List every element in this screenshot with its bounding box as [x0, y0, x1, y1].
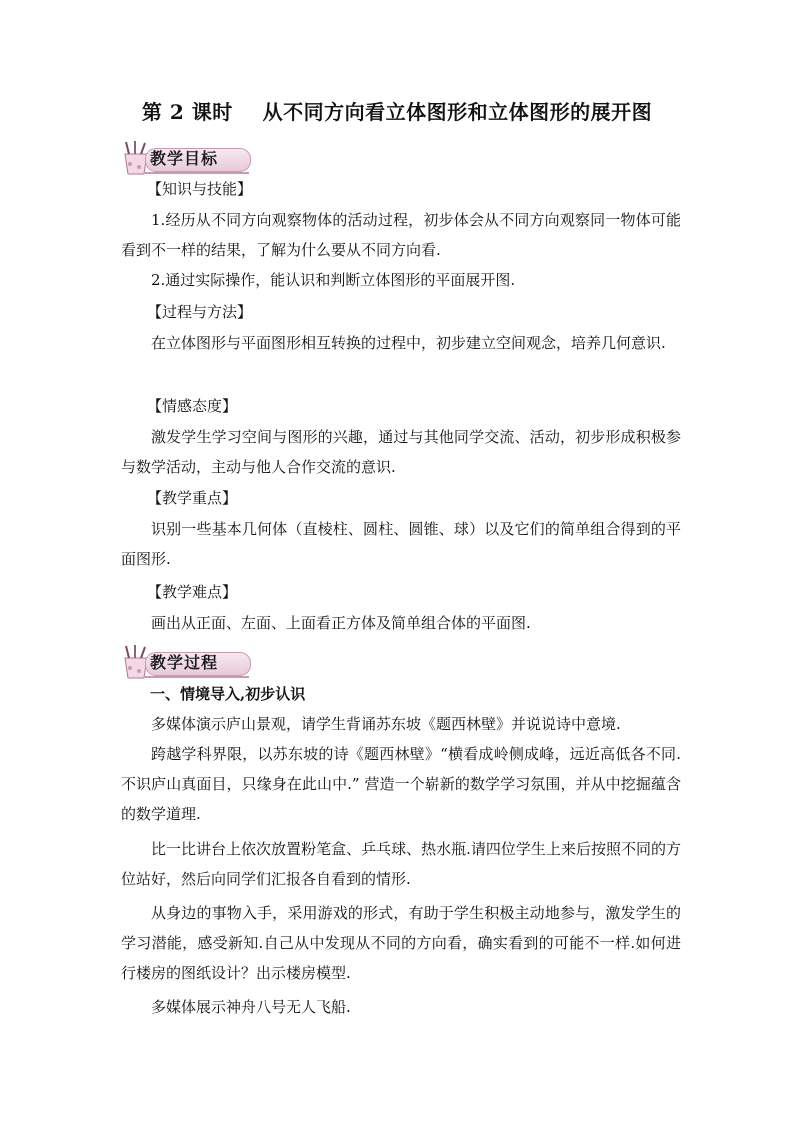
paragraph-process-4: 从身边的事物入手，采用游戏的形式，有助于学生积极主动地参与，激发学生的学习潜能，感受新知.自己从中发现从不同的方向看，确实看到的可能不一样.如何进行楼房的图纸设计？出示楼房模型.: [121, 904, 681, 982]
paragraph-goal-2: 2.通过实际操作，能认识和判断立体图形的平面展开图.: [151, 271, 516, 289]
paragraph-process-1: 多媒体演示庐山景观，请学生背诵苏东坡《题西林壁》并说说诗中意境.: [151, 715, 621, 733]
banner-underline: [145, 676, 249, 678]
paragraph-difficulties: 画出从正面、左面、上面看正方体及简单组合体的平面图.: [151, 614, 531, 632]
heading-situation-intro: 一、情境导入,初步认识: [150, 685, 306, 703]
banner-label-process: 教学过程: [150, 653, 219, 672]
paragraph-goal-1: 1.经历从不同方向观察物体的活动过程，初步体会从不同方向观察同一物体可能看到不一样的结果，了解为什么要从不同方向看.: [121, 211, 681, 259]
heading-difficulties: 【教学难点】: [147, 583, 238, 601]
paragraph-process-method: 在立体图形与平面图形相互转换的过程中，初步建立空间观念，培养几何意识.: [151, 334, 666, 352]
section-banner-process: [117, 644, 252, 680]
heading-process-method: 【过程与方法】: [147, 303, 253, 321]
page-title: 第 2 课时 从不同方向看立体图形和立体图形的展开图: [141, 100, 653, 124]
paragraph-key-points: 识别一些基本几何体（直棱柱、圆柱、圆锥、球）以及它们的简单组合得到的平面图形.: [121, 520, 681, 568]
heading-emotion-attitude: 【情感态度】: [147, 397, 238, 415]
paragraph-process-2: 跨越学科界限，以苏东坡的诗《题西林壁》“横看成岭侧成峰，远近高低各不同.不识庐山真面目，只缘身在此山中.” 营造一个崭新的数学学习氛围，并从中挖掘蕴含的数学道理.: [121, 745, 681, 823]
paragraph-process-3: 比一比讲台上依次放置粉笔盒、乒乓球、热水瓶.请四位学生上来后按照不同的方位站好，然后向同学们汇报各自看到的情形.: [121, 840, 681, 888]
heading-key-points: 【教学重点】: [147, 489, 238, 507]
section-banner-goals: [117, 140, 252, 176]
banner-label-goals: 教学目标: [150, 149, 219, 168]
banner-underline: [145, 172, 249, 174]
paragraph-process-5: 多媒体展示神舟八号无人飞船.: [151, 998, 351, 1016]
paragraph-emotion-attitude: 激发学生学习空间与图形的兴趣，通过与其他同学交流、活动，初步形成积极参与数学活动，主动与他人合作交流的意识.: [121, 428, 681, 476]
heading-knowledge-skills: 【知识与技能】: [147, 180, 253, 198]
